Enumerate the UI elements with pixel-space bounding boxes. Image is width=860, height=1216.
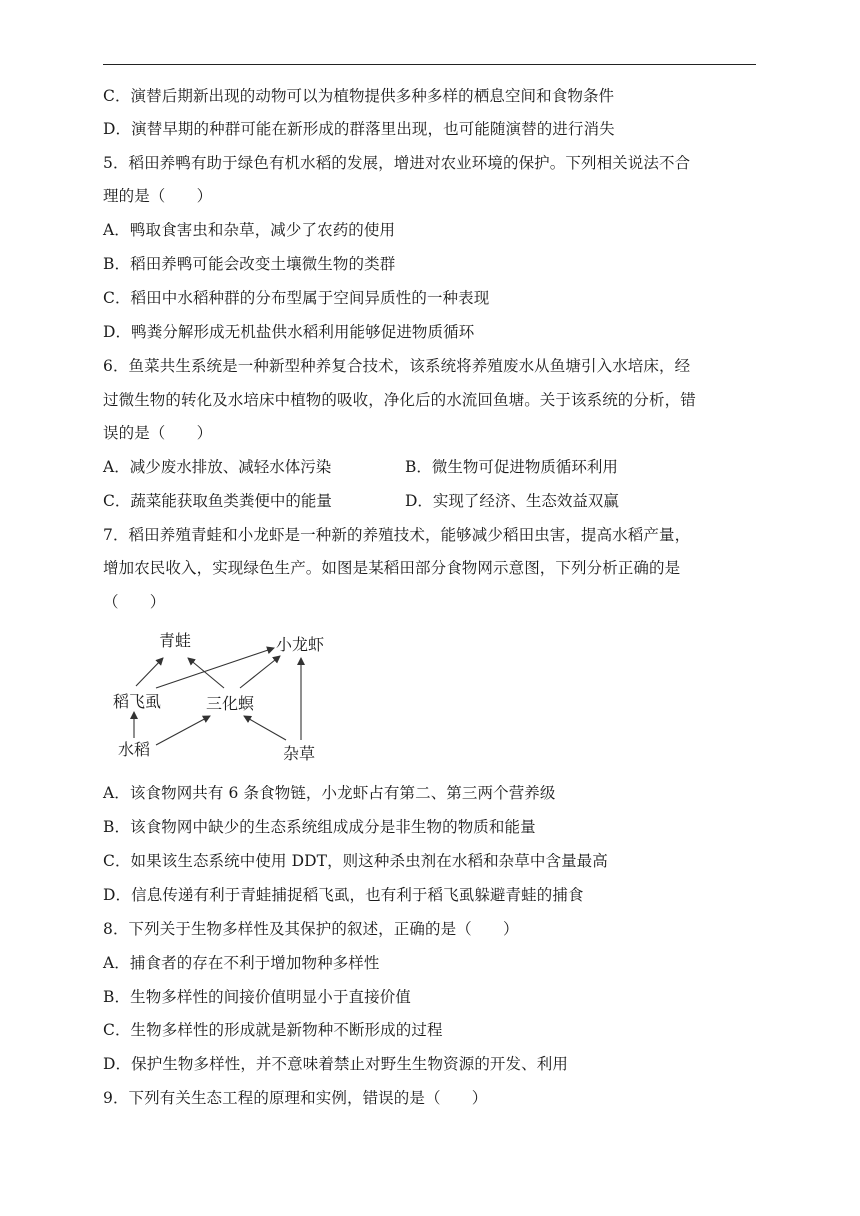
q7-option-d: D．信息传递有利于青蛙捕捉稻飞虱，也有利于稻飞虱躲避青蛙的捕食 — [103, 886, 584, 904]
arrow-zacao-sanhuaming — [244, 716, 286, 740]
q7-stem-line2: 增加农民收入，实现绿色生产。如图是某稻田部分食物网示意图，下列分析正确的是 — [103, 559, 681, 577]
node-zacao: 杂草 — [283, 744, 316, 763]
q7-option-c: C．如果该生态系统中使用 DDT，则这种杀虫剂在水稻和杂草中含量最高 — [103, 852, 608, 870]
q5-stem-line1: 5．稻田养鸭有助于绿色有机水稻的发展，增进对农业环境的保护。下列相关说法不合 — [103, 154, 691, 172]
q8-option-b: B．生物多样性的间接价值明显小于直接价值 — [103, 988, 411, 1006]
q6-option-d: D．实现了经济、生态效益双赢 — [405, 492, 619, 510]
q6-stem-line1: 6．鱼菜共生系统是一种新型种养复合技术，该系统将养殖废水从鱼塘引入水培床，经 — [103, 357, 691, 375]
q5-option-c: C．稻田中水稻种群的分布型属于空间异质性的一种表现 — [103, 289, 490, 307]
q7-option-a: A．该食物网共有 6 条食物链，小龙虾占有第二、第三两个营养级 — [103, 784, 556, 802]
node-shuidao: 水稻 — [118, 740, 151, 759]
q5-option-b: B．稻田养鸭可能会改变土壤微生物的类群 — [103, 255, 396, 273]
q6-stem-line2: 过微生物的转化及水培床中植物的吸收，净化后的水流回鱼塘。关于该系统的分析，错 — [103, 391, 696, 409]
q8-option-d: D．保护生物多样性，并不意味着禁止对野生生物资源的开发、利用 — [103, 1055, 568, 1073]
arrow-sanhuaming-qingwa — [188, 658, 224, 688]
q4-option-c: C．演替后期新出现的动物可以为植物提供多种多样的栖息空间和食物条件 — [103, 87, 615, 105]
node-daofeishi: 稻飞虱 — [113, 692, 162, 711]
node-sanhuaming: 三化螟 — [206, 694, 255, 713]
q6-option-c: C．蔬菜能获取鱼类粪便中的能量 — [103, 492, 332, 510]
arrow-daofeishi-xiaolongxia — [156, 648, 274, 688]
arrow-shuidao-sanhuaming — [156, 716, 210, 745]
q5-stem-line2: 理的是（ ） — [103, 187, 213, 205]
q7-stem-line3: （ ） — [103, 593, 166, 611]
q6-stem-line3: 误的是（ ） — [103, 424, 213, 442]
q8-option-c: C．生物多样性的形成就是新物种不断形成的过程 — [103, 1021, 443, 1039]
q9-stem: 9．下列有关生态工程的原理和实例，错误的是（ ） — [103, 1089, 488, 1107]
q5-option-d: D．鸭粪分解形成无机盐供水稻利用能够促进物质循环 — [103, 323, 475, 341]
arrow-sanhuaming-xiaolongxia — [240, 656, 280, 688]
food-web-diagram — [108, 628, 338, 768]
node-xiaolongxia: 小龙虾 — [276, 635, 325, 654]
header-rule — [103, 64, 756, 65]
q7-option-b: B．该食物网中缺少的生态系统组成成分是非生物的物质和能量 — [103, 818, 536, 836]
arrow-daofeishi-qingwa — [136, 658, 163, 686]
q4-option-d: D．演替早期的种群可能在新形成的群落里出现，也可能随演替的进行消失 — [103, 120, 615, 138]
q8-stem: 8．下列关于生物多样性及其保护的叙述，正确的是（ ） — [103, 920, 519, 938]
q7-stem-line1: 7．稻田养殖青蛙和小龙虾是一种新的养殖技术，能够减少稻田虫害，提高水稻产量， — [103, 526, 691, 544]
q6-option-a: A．减少废水排放、减轻水体污染 — [103, 458, 332, 476]
q6-option-b: B．微生物可促进物质循环利用 — [405, 458, 618, 476]
q5-option-a: A．鸭取食害虫和杂草，减少了农药的使用 — [103, 221, 396, 239]
node-qingwa: 青蛙 — [159, 631, 192, 650]
q8-option-a: A．捕食者的存在不利于增加物种多样性 — [103, 954, 380, 972]
